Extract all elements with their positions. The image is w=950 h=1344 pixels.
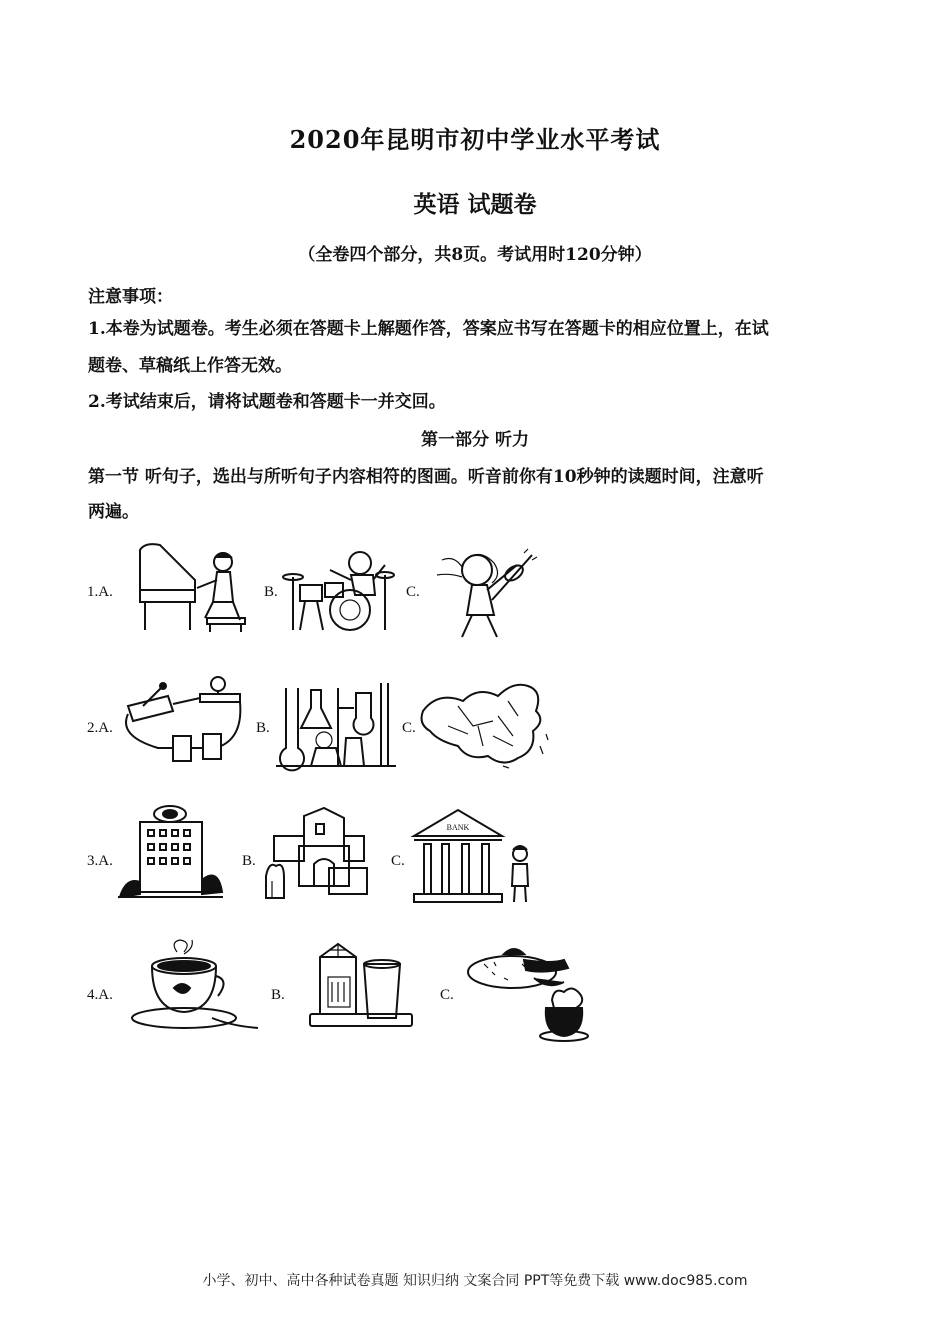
house-icon [264, 806, 374, 908]
part-1-title: 第一部分 听力 [421, 430, 529, 450]
q1-option-b-label: B. [264, 584, 278, 600]
q2-option-b-label: B. [256, 720, 270, 736]
q4-option-a-label: 4.A. [87, 987, 113, 1003]
bank-icon [410, 806, 540, 910]
tea-set-icon [464, 942, 589, 1046]
q2-option-c-label: C. [402, 720, 416, 736]
section-1-instruction-line-2: 两遍。 [88, 502, 139, 522]
exam-subtitle: 英语 试题卷 [413, 191, 537, 218]
piano-icon [135, 540, 250, 639]
drums-icon [285, 545, 395, 639]
circuit-icon [118, 676, 248, 775]
page-footer: 小学、初中、高中各种试卷真题 知识归纳 文案合同 PPT等免费下载 www.doc985.com [202, 1273, 748, 1289]
q4-option-b-label: B. [271, 987, 285, 1003]
hotel-building-icon [118, 802, 223, 904]
q2-option-a-label: 2.A. [87, 720, 113, 736]
q4-option-c-label: C. [440, 987, 454, 1003]
china-map-icon [418, 676, 553, 775]
notice-rule-2: 2.考试结束后，请将试题卷和答题卡一并交回。 [88, 392, 446, 412]
bank-sign: BANK [446, 823, 470, 832]
q1-option-a-label: 1.A. [87, 584, 113, 600]
exam-title: 2020年昆明市初中学业水平考试 [289, 125, 661, 154]
notice-heading: 注意事项： [88, 287, 173, 307]
coffee-cup-icon [122, 940, 262, 1039]
violin-icon [432, 545, 542, 644]
notice-rule-1-line-2: 题卷、草稿纸上作答无效。 [88, 356, 292, 376]
q3-option-a-label: 3.A. [87, 853, 113, 869]
q1-option-c-label: C. [406, 584, 420, 600]
milk-carton-icon [308, 942, 418, 1036]
lab-flasks-icon [276, 678, 396, 774]
q3-option-c-label: C. [391, 853, 405, 869]
exam-scope: （全卷四个部分，共8页。考试用时120分钟） [298, 245, 652, 265]
notice-rule-1-line-1: 1.本卷为试题卷。考生必须在答题卡上解题作答，答案应书写在答题卡的相应位置上，在试 [88, 319, 769, 339]
q3-option-b-label: B. [242, 853, 256, 869]
section-1-instruction-line-1: 第一节 听句子，选出与所听句子内容相符的图画。听音前你有10秒钟的读题时间，注意听 [88, 467, 764, 487]
